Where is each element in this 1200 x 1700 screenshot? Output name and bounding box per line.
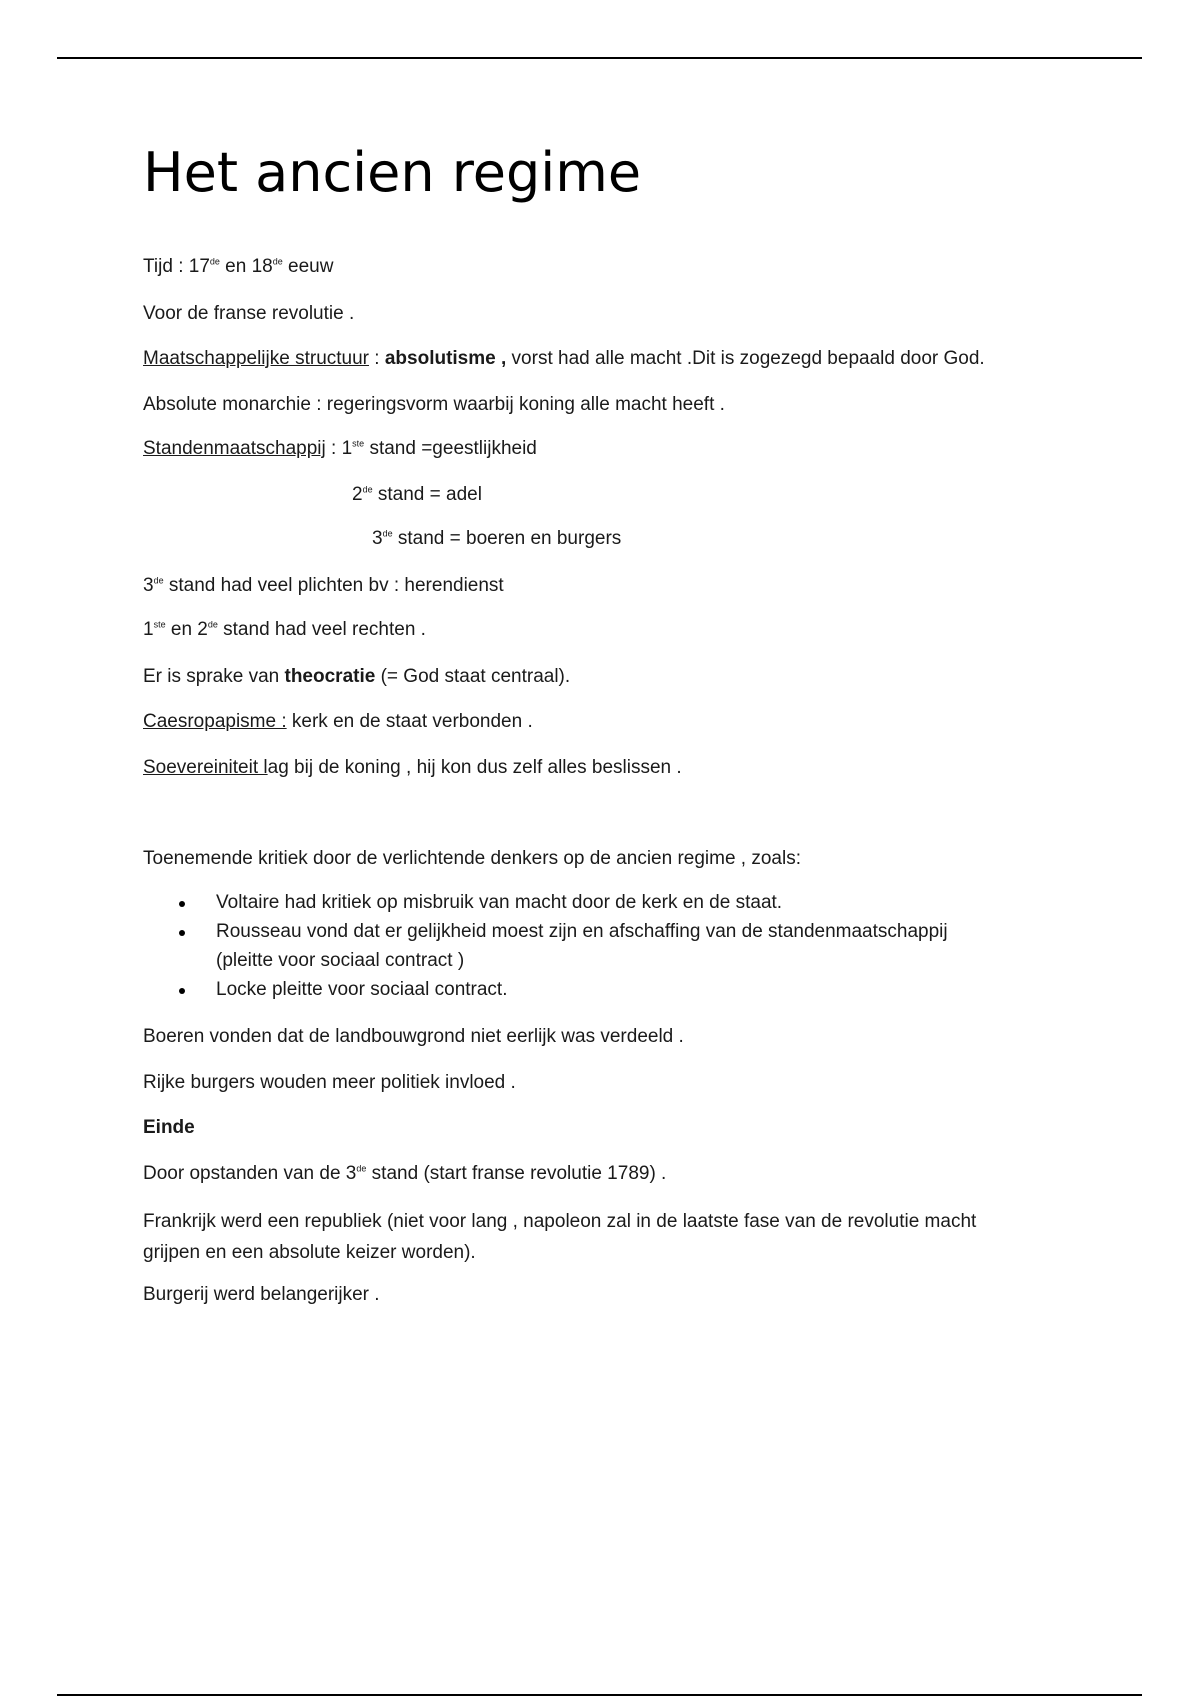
rechten-paragraph: 1ste en 2de stand had veel rechten . bbox=[143, 619, 426, 640]
bottom-rule bbox=[57, 1694, 1142, 1696]
soevereiniteit-label: Soevereiniteit l bbox=[143, 757, 268, 778]
bullet-icon bbox=[179, 988, 185, 994]
voor-paragraph: Voor de franse revolutie . bbox=[143, 303, 355, 324]
list-item: Locke pleitte voor sociaal contract. bbox=[143, 975, 1043, 1004]
soevereiniteit-paragraph: Soevereiniteit lag bij de koning , hij kon dus zelf alles beslissen . bbox=[143, 757, 682, 778]
boeren-paragraph: Boeren vonden dat de landbouwgrond niet eerlijk was verdeeld . bbox=[143, 1026, 684, 1047]
list-item: Voltaire had kritiek op misbruik van macht door de kerk en de staat. bbox=[143, 888, 1043, 917]
caesropapisme-paragraph: Caesropapisme : kerk en de staat verbonden . bbox=[143, 711, 533, 732]
maatschappij-label: Maatschappelijke structuur bbox=[143, 348, 369, 369]
standen-label: Standenmaatschappij bbox=[143, 438, 326, 459]
bullet-icon bbox=[179, 930, 185, 936]
denkers-list bbox=[143, 888, 1043, 1004]
maatschappij-paragraph: Maatschappelijke structuur : absolutisme , vorst had alle macht .Dit is zogezegd bepaald door God. bbox=[143, 348, 985, 369]
frankrijk-paragraph: Frankrijk werd een republiek (niet voor lang , napoleon zal in de laatste fase van de revolutie macht grijpen en een absolute keizer worden). bbox=[143, 1211, 977, 1263]
bullet-icon bbox=[179, 901, 185, 907]
kritiek-paragraph: Toenemende kritiek door de verlichtende denkers op de ancien regime , zoals: bbox=[143, 848, 801, 869]
plichten-paragraph: 3de stand had veel plichten bv : herendienst bbox=[143, 575, 504, 596]
tijd-paragraph: Tijd : 17de en 18de eeuw bbox=[143, 256, 334, 277]
opstanden-paragraph: Door opstanden van de 3de stand (start franse revolutie 1789) . bbox=[143, 1163, 667, 1184]
standen-paragraph: Standenmaatschappij : 1ste stand =geestlijkheid bbox=[143, 438, 537, 459]
theocratie-paragraph: Er is sprake van theocratie (= God staat centraal). bbox=[143, 666, 571, 687]
list-item: Rousseau vond dat er gelijkheid moest zijn en afschaffing van de standenmaatschappij (pleitte voor sociaal contract ) bbox=[143, 917, 1043, 975]
absolute-paragraph: Absolute monarchie : regeringsvorm waarbij koning alle macht heeft . bbox=[143, 394, 725, 415]
top-rule bbox=[57, 57, 1142, 59]
page-title: Het ancien regime bbox=[143, 141, 642, 204]
burgerij-paragraph: Burgerij werd belangerijker . bbox=[143, 1284, 380, 1305]
caesropapisme-label: Caesropapisme : bbox=[143, 711, 287, 732]
rijke-paragraph: Rijke burgers wouden meer politiek invloed . bbox=[143, 1072, 516, 1093]
einde-heading: Einde bbox=[143, 1117, 195, 1138]
standen-line-2: 2de stand = adel bbox=[352, 484, 482, 505]
standen-line-3: 3de stand = boeren en burgers bbox=[372, 528, 622, 549]
